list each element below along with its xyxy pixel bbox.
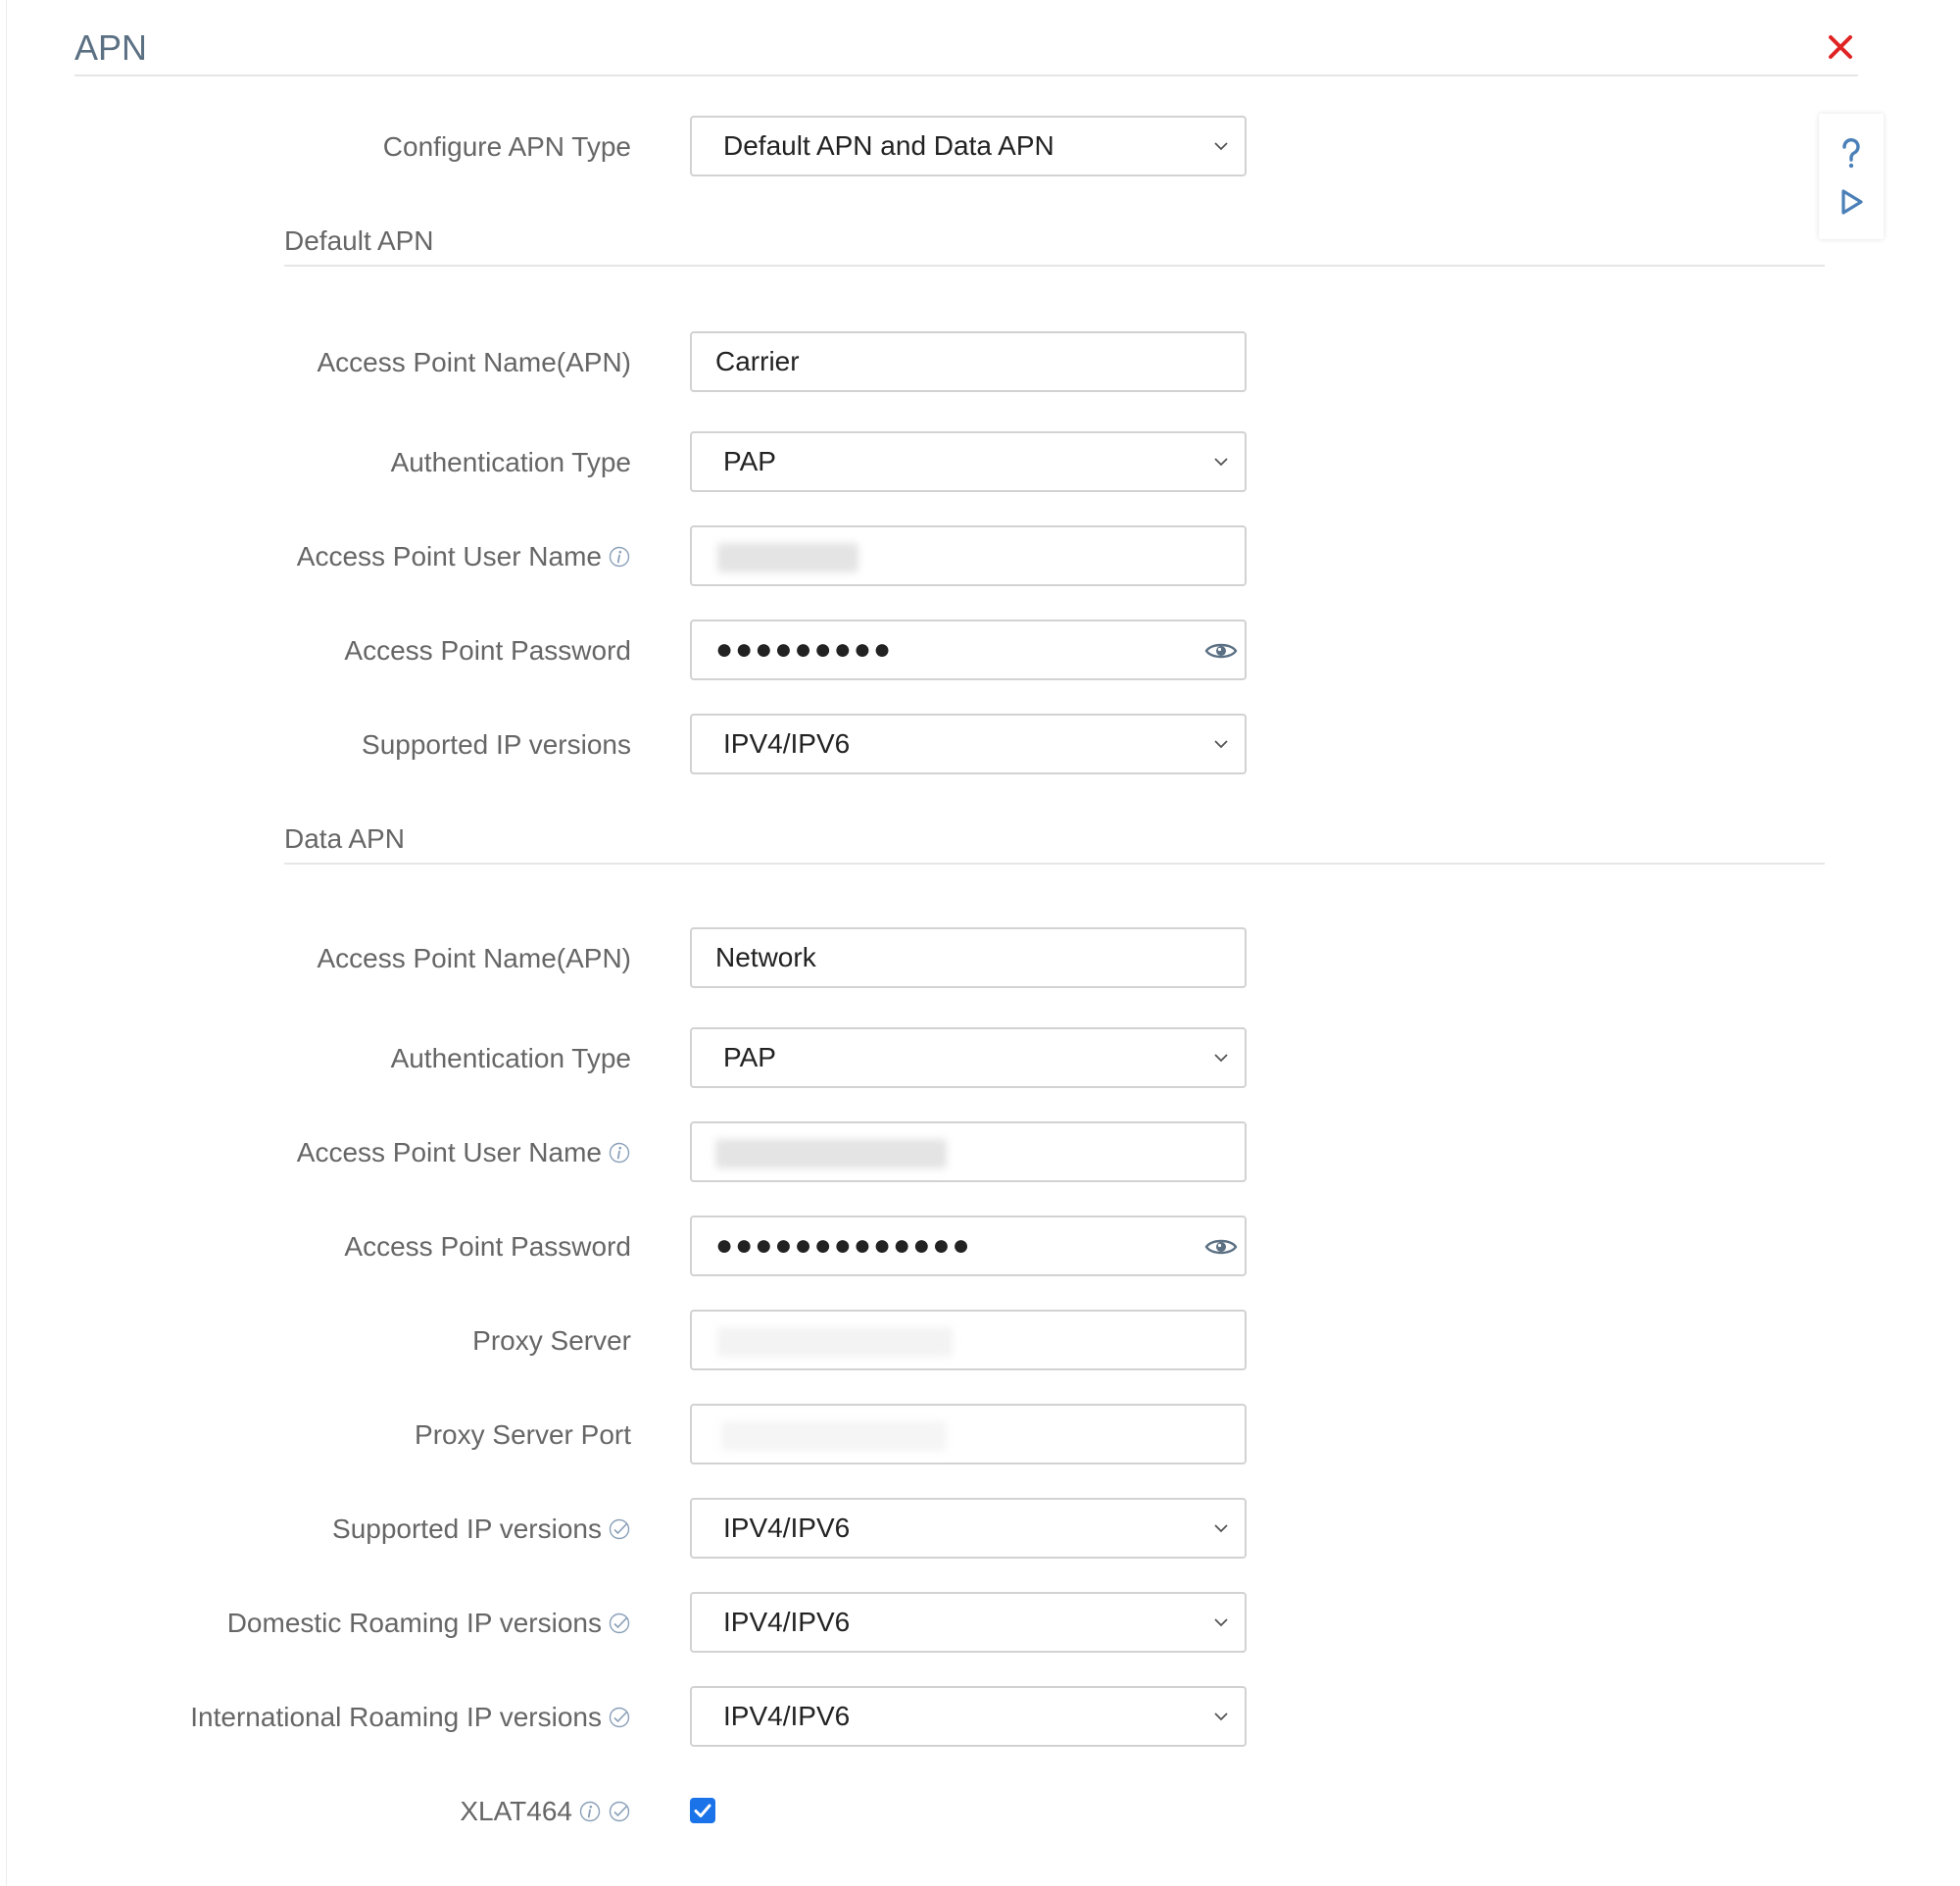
data-apn-name-label: Access Point Name(APN) xyxy=(317,943,631,973)
play-icon xyxy=(1832,182,1871,222)
question-icon xyxy=(1832,133,1871,173)
data-apn-name-input[interactable]: Network xyxy=(690,927,1247,988)
default-auth-type-select[interactable]: PAP xyxy=(690,431,1247,492)
default-auth-type-label: Authentication Type xyxy=(390,447,631,477)
default-user-name-label: Access Point User Name xyxy=(297,525,631,588)
data-password-row xyxy=(0,1216,1274,1278)
chevron-down-icon xyxy=(1211,1048,1231,1067)
close-icon xyxy=(1821,27,1860,67)
data-user-name-input[interactable] xyxy=(690,1121,1247,1182)
data-user-name-label: Access Point User Name xyxy=(297,1121,631,1184)
configure-apn-type-row xyxy=(0,116,1274,178)
chevron-down-icon xyxy=(1211,1613,1231,1632)
data-password-label: Access Point Password xyxy=(344,1231,631,1262)
chevron-down-icon xyxy=(1211,1707,1231,1726)
redacted-value xyxy=(717,543,858,572)
default-auth-type-row xyxy=(0,431,1274,494)
proxy-server-label: Proxy Server xyxy=(472,1325,631,1356)
default-password-row xyxy=(0,620,1274,682)
international-roaming-row xyxy=(0,1686,1274,1749)
check-circle-icon xyxy=(608,1800,631,1823)
data-ip-versions-row xyxy=(0,1498,1274,1561)
international-roaming-label: International Roaming IP versions xyxy=(190,1686,631,1749)
domestic-roaming-row xyxy=(0,1592,1274,1655)
international-roaming-select[interactable]: IPV4/IPV6 xyxy=(690,1686,1247,1747)
proxy-server-row xyxy=(0,1310,1274,1372)
xlat464-row xyxy=(0,1780,1274,1843)
default-user-name-row xyxy=(0,525,1274,588)
default-apn-section xyxy=(284,225,1825,267)
default-password-label: Access Point Password xyxy=(344,635,631,666)
data-ip-versions-label: Supported IP versions xyxy=(332,1498,631,1561)
data-apn-name-row xyxy=(0,927,1274,990)
default-user-name-input[interactable] xyxy=(690,525,1247,586)
data-ip-versions-select[interactable]: IPV4/IPV6 xyxy=(690,1498,1247,1559)
default-apn-name-row xyxy=(0,331,1274,394)
proxy-port-input[interactable] xyxy=(690,1404,1247,1464)
redacted-value xyxy=(721,1421,947,1451)
info-icon[interactable] xyxy=(608,1141,631,1165)
data-apn-heading: Data APN xyxy=(284,823,405,854)
default-apn-name-input[interactable]: Carrier xyxy=(690,331,1247,392)
eye-icon[interactable] xyxy=(1203,1229,1239,1265)
default-apn-name-label: Access Point Name(APN) xyxy=(317,347,631,377)
data-auth-type-row xyxy=(0,1027,1274,1090)
default-password-input[interactable]: ●●●●●●●●● xyxy=(690,620,1247,680)
chevron-down-icon xyxy=(1211,734,1231,754)
help-button[interactable] xyxy=(1832,133,1871,173)
info-icon[interactable] xyxy=(578,1800,602,1823)
close-button[interactable] xyxy=(1821,27,1860,67)
domestic-roaming-label: Domestic Roaming IP versions xyxy=(227,1592,631,1655)
proxy-port-row xyxy=(0,1404,1274,1466)
default-ip-versions-select[interactable]: IPV4/IPV6 xyxy=(690,714,1247,774)
dialog-header xyxy=(74,24,1858,76)
data-auth-type-label: Authentication Type xyxy=(390,1043,631,1073)
xlat464-label: XLAT464 xyxy=(460,1780,631,1843)
proxy-server-input[interactable] xyxy=(690,1310,1247,1370)
side-toolbar xyxy=(1819,114,1884,239)
check-circle-icon xyxy=(608,1706,631,1729)
chevron-down-icon xyxy=(1211,1518,1231,1538)
eye-icon[interactable] xyxy=(1203,633,1239,669)
default-ip-versions-label: Supported IP versions xyxy=(362,729,631,760)
domestic-roaming-select[interactable]: IPV4/IPV6 xyxy=(690,1592,1247,1653)
configure-apn-type-select[interactable]: Default APN and Data APN xyxy=(690,116,1247,176)
default-ip-versions-row xyxy=(0,714,1274,776)
redacted-value xyxy=(717,1327,953,1357)
default-apn-heading: Default APN xyxy=(284,225,434,256)
redacted-value xyxy=(715,1139,947,1168)
configure-apn-type-label: Configure APN Type xyxy=(382,131,631,162)
checkmark-icon xyxy=(690,1798,715,1823)
check-circle-icon xyxy=(608,1517,631,1541)
dialog-title: APN xyxy=(74,27,148,68)
proxy-port-label: Proxy Server Port xyxy=(415,1419,631,1450)
data-auth-type-select[interactable]: PAP xyxy=(690,1027,1247,1088)
chevron-down-icon xyxy=(1211,452,1231,472)
data-password-input[interactable]: ●●●●●●●●●●●●● xyxy=(690,1216,1247,1276)
info-icon[interactable] xyxy=(608,545,631,569)
xlat464-checkbox[interactable] xyxy=(690,1798,715,1823)
data-apn-section xyxy=(284,823,1825,865)
check-circle-icon xyxy=(608,1612,631,1635)
data-user-name-row xyxy=(0,1121,1274,1184)
tour-button[interactable] xyxy=(1832,182,1871,222)
chevron-down-icon xyxy=(1211,136,1231,156)
